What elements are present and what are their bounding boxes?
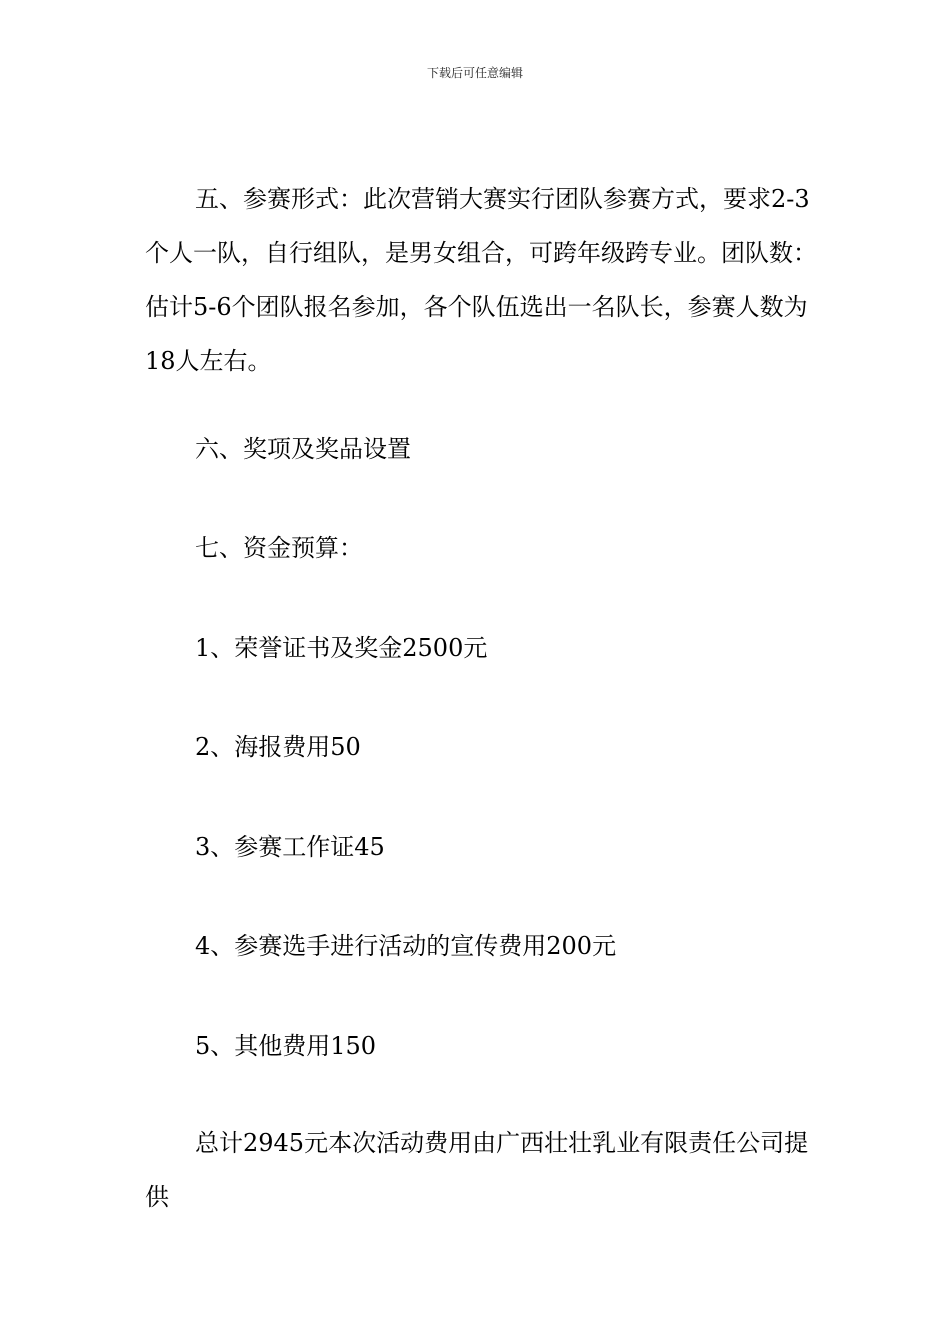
budget-item-3: 3、参赛工作证45 — [195, 833, 385, 861]
budget-item-2: 2、海报费用50 — [195, 733, 361, 761]
header-note: 下载后可任意编辑 — [426, 66, 523, 80]
paragraph-awards-heading: 六、奖项及奖品设置 — [195, 435, 411, 463]
paragraph-total: 总计2945元本次活动费用由广西壮壮乳业有限责任公司提供 — [145, 1129, 809, 1211]
budget-item-5: 5、其他费用150 — [195, 1032, 377, 1060]
budget-item-1: 1、荣誉证书及奖金2500元 — [195, 634, 488, 662]
paragraph-competition-format: 五、参赛形式：此次营销大赛实行团队参赛方式，要求2-3个人一队，自行组队，是男女组合，可跨年级跨专业。团队数：估计5-6个团队报名参加，各个队伍选出一名队长，参赛人数为18人左右。 — [145, 185, 817, 375]
paragraph-budget-heading: 七、资金预算： — [195, 534, 363, 562]
budget-item-4: 4、参赛选手进行活动的宣传费用200元 — [195, 932, 617, 960]
